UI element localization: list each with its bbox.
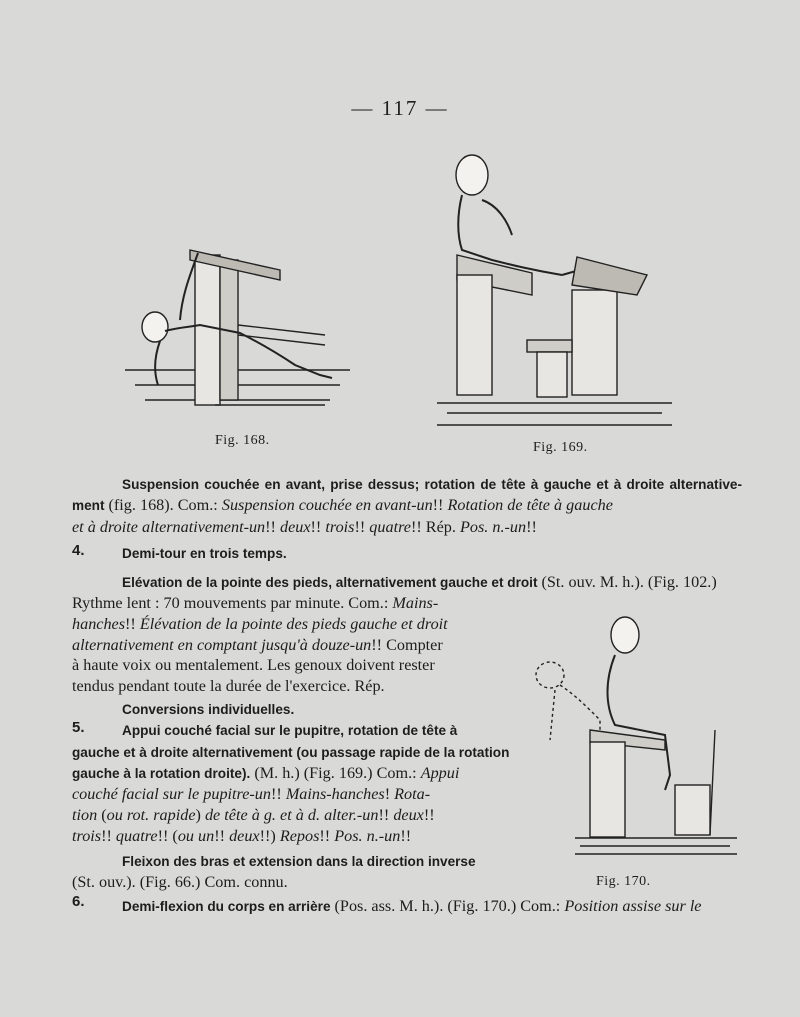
para1-bold2: ment (72, 498, 105, 513)
item5-command: Rota- (394, 785, 431, 803)
item5-command: tion (72, 806, 98, 824)
item5-text: !! (271, 785, 286, 803)
para3-line2 (72, 873, 288, 892)
item5-line4 (72, 785, 430, 804)
para2-text: !! Compter (371, 636, 443, 654)
item5-number: 5. (72, 719, 85, 736)
item5-line5 (72, 806, 435, 825)
item5-command: couché facial sur le pupitre-un (72, 785, 271, 803)
para2-line5 (72, 656, 435, 675)
item5-count: ou un (177, 827, 215, 845)
figure-170-illustration (525, 610, 740, 860)
para1-count: trois (325, 518, 355, 536)
para1-line1 (122, 475, 742, 494)
conversions-heading: Conversions individuelles. (122, 702, 295, 717)
item5-bold: gauche à la rotation droite). (72, 766, 251, 781)
item5-text: !! (319, 827, 335, 845)
figure-168-illustration (120, 235, 355, 425)
para1-count: deux (279, 518, 311, 536)
item4-title: Demi-tour en trois temps. (122, 546, 287, 561)
para2-text: à haute voix ou mentalement. Les genoux doivent rester (72, 656, 435, 674)
item5-text: ! (384, 785, 395, 803)
para1-text: !! (432, 496, 448, 514)
para1-text: !! (310, 518, 326, 536)
para1-text: !! (354, 518, 370, 536)
item5-command: de tête à g. et à d. alter.-un (204, 806, 379, 824)
para2-line4 (72, 636, 443, 655)
item5-command: Mains-hanches (285, 785, 385, 803)
para2-command: Élévation de la pointe des pieds gauche et droit (139, 615, 448, 633)
para1-command: Pos. n.-un (459, 518, 527, 536)
item5-text: !!) (259, 827, 280, 845)
item5-text: !! (378, 806, 394, 824)
para2-line6 (72, 677, 385, 696)
item5-count: deux (229, 827, 260, 845)
item5-text: !! (423, 806, 435, 824)
item5-count: deux (393, 806, 424, 824)
para2-line1 (122, 573, 717, 592)
para1-command: Rotation de tête à gauche (447, 496, 613, 514)
item5-text: !! (214, 827, 230, 845)
figure-168-caption: Fig. 168. (215, 433, 270, 448)
para1-count: quatre (369, 518, 411, 536)
item5-line6 (72, 827, 411, 846)
para2-line2 (72, 594, 438, 613)
para2-bold: Elévation de la pointe des pieds, alternativement gauche et droit (122, 575, 538, 590)
figure-170-caption: Fig. 170. (596, 874, 651, 889)
para3-line1 (122, 852, 476, 871)
item6-bold: Demi-flexion du corps en arrière (122, 899, 331, 914)
item5-line2 (72, 743, 509, 762)
item5-command: Pos. n.-un (334, 827, 401, 845)
para1-text: (fig. 168). Com.: (104, 496, 222, 514)
item5-line3 (72, 764, 459, 783)
item5-bold: gauche et à droite alternativement (ou passage rapide de la rotation (72, 745, 510, 760)
para2-text: Rythme lent : 70 mouvements par minute. Com.: (72, 594, 393, 612)
para3-text: (St. ouv.). (Fig. 66.) Com. connu. (72, 873, 288, 891)
figure-169-caption: Fig. 169. (533, 440, 588, 455)
item6-command: Position assise sur le (564, 897, 702, 915)
item5-count: trois (72, 827, 102, 845)
item5-text: (M. h.) (Fig. 169.) Com.: (250, 764, 421, 782)
para1-command: et à droite alternativement-un (72, 518, 266, 536)
para1-text: !! (526, 518, 537, 536)
para2-command: Mains- (392, 594, 439, 612)
para1-line2 (72, 496, 742, 515)
para1-text: !! (265, 518, 280, 536)
item5-command: Repos (279, 827, 320, 845)
item5-text: ) (195, 806, 205, 824)
para2-command: alternativement en comptant jusqu'à douze-un (72, 636, 372, 654)
para2-text: (St. ouv. M. h.). (Fig. 102.) (537, 573, 717, 591)
item5-text: !! (101, 827, 116, 845)
para2-line3 (72, 615, 448, 634)
item5-line1 (122, 721, 457, 740)
item5-bold: Appui couché facial sur le pupitre, rotation de tête à (122, 723, 458, 738)
page-number: — 117 — (351, 96, 449, 120)
para2-command: hanches (72, 615, 126, 633)
para1-text: !! Rép. (410, 518, 460, 536)
item4-number: 4. (72, 542, 85, 559)
para2-text: !! (125, 615, 140, 633)
item5-count: quatre (115, 827, 158, 845)
para1-bold: Suspension couchée en avant, prise dessus; rotation de tête à gauche et à droite alternative- (122, 477, 742, 492)
item6-number: 6. (72, 893, 85, 910)
para2-text: tendus pendant toute la durée de l'exercice. Rép. (72, 677, 385, 695)
item5-text: !! (400, 827, 412, 845)
item5-text: !! ( (157, 827, 178, 845)
conversions-heading-line (122, 700, 294, 719)
para3-bold: Fleixon des bras et extension dans la direction inverse (122, 854, 476, 869)
para1-command: Suspension couchée en avant-un (221, 496, 433, 514)
figure-169-illustration (432, 145, 677, 430)
item6-line1 (122, 897, 702, 916)
item5-text: ( (97, 806, 107, 824)
item4-title-line (122, 544, 287, 563)
item5-command: ou rot. rapide (106, 806, 196, 824)
para1-line3 (72, 518, 537, 537)
item6-text: (Pos. ass. M. h.). (Fig. 170.) Com.: (330, 897, 565, 915)
item5-command: Appui (420, 764, 460, 782)
